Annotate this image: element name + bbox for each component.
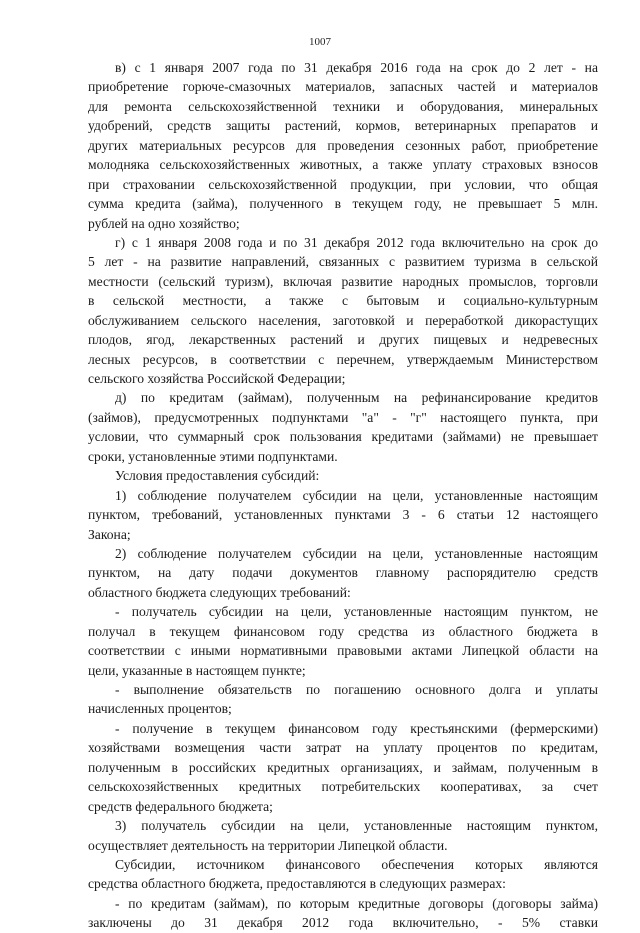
text-line: Закона; bbox=[88, 526, 131, 542]
text-line: 2) соблюдение получателем субсидии на цели, установленные настоящим bbox=[115, 545, 598, 561]
text-line: полученным в российских кредитных организациях, и займам, полученным в bbox=[88, 759, 598, 775]
text-line: заключены до 31 декабря 2012 года включительно, - 5% ставки bbox=[88, 915, 598, 931]
text-line: - получение в текущем финансовом году крестьянскими (фермерскими) bbox=[115, 720, 598, 736]
text-line: рублей на одно хозяйство; bbox=[88, 215, 240, 231]
text-line: 3) получатель субсидии на цели, установленные настоящим пунктом, bbox=[115, 818, 598, 834]
text-line: молодняка сельскохозяйственных животных, а также уплату страховых взносов bbox=[88, 157, 598, 173]
text-line: 5 лет - на развитие направлений, связанных с развитием туризма в сельской bbox=[88, 254, 598, 270]
text-line: сроки, установленные этими подпунктами. bbox=[88, 448, 338, 464]
text-line: при страховании сельскохозяйственной продукции, при условии, что общая bbox=[88, 176, 598, 192]
text-line: обслуживанием сельского населения, заготовкой и переработкой дикорастущих bbox=[88, 312, 598, 328]
text-line: д) по кредитам (займам), полученным на рефинансирование кредитов bbox=[115, 390, 598, 406]
text-line: Условия предоставления субсидий: bbox=[115, 468, 320, 484]
text-line: сельскохозяйственных кредитных потребительских кооперативах, за счет bbox=[88, 779, 598, 795]
text-line: - по кредитам (займам), по которым кредитные договоры (договоры займа) bbox=[115, 895, 598, 911]
text-line: для ремонта сельскохозяйственной техники и оборудования, минеральных bbox=[88, 98, 598, 114]
text-line: хозяйствами возмещения части затрат на уплату процентов по кредитам, bbox=[88, 740, 598, 756]
text-line: начисленных процентов; bbox=[88, 701, 232, 717]
text-line: средства областного бюджета, предоставляются в следующих размерах: bbox=[88, 876, 506, 892]
text-line: - выполнение обязательств по погашению основного долга и уплаты bbox=[115, 682, 598, 697]
text-line: условии, что суммарный срок пользования кредитами (займами) не превышает bbox=[88, 429, 598, 445]
document-body bbox=[88, 58, 598, 933]
text-line: (займов), предусмотренных подпунктами "а" - "г" настоящего пункта, при bbox=[88, 409, 598, 425]
text-line: Субсидии, источником финансового обеспечения которых являются bbox=[115, 856, 598, 872]
text-line: соответствии с иными нормативными правовыми актами Липецкой области на bbox=[88, 643, 598, 659]
text-line: сумма кредита (займа), полученного в текущем году, не превышает 5 млн. bbox=[88, 196, 598, 212]
text-line: пунктом, требований, установленных пунктами 3 - 6 статьи 12 настоящего bbox=[88, 507, 598, 523]
text-line: - получатель субсидии на цели, установленные настоящим пунктом, не bbox=[115, 604, 598, 620]
text-line: цели, указанные в настоящем пункте; bbox=[88, 662, 306, 678]
text-line: получал в текущем финансовом году средства из областного бюджета в bbox=[88, 623, 598, 639]
text-line: 1) соблюдение получателем субсидии на цели, установленные настоящим bbox=[115, 487, 598, 503]
text-line: других материальных ресурсов для проведения сезонных работ, приобретение bbox=[88, 137, 598, 153]
text-line: плодов, ягод, лекарственных растений и других пищевых и недревесных bbox=[88, 332, 598, 348]
page-number: 1007 bbox=[309, 36, 331, 48]
text-line: осуществляет деятельность на территории Липецкой области. bbox=[88, 837, 448, 853]
text-line: пунктом, на дату подачи документов главному распорядителю средств bbox=[88, 565, 598, 581]
text-line: лесных ресурсов, в соответствии с перечнем, утверждаемым Министерством bbox=[88, 351, 598, 367]
text-line: местности (сельский туризм), включая развитие народных промыслов, торговли bbox=[88, 273, 598, 289]
text-line: сельского хозяйства Российской Федерации; bbox=[88, 371, 346, 386]
text-line: удобрений, средств защиты растений, кормов, ветеринарных препаратов и bbox=[88, 118, 598, 134]
text-line: приобретение горюче-смазочных материалов, запасных частей и материалов bbox=[88, 79, 598, 95]
text-line: в сельской местности, а также с бытовым и социально-культурным bbox=[88, 293, 598, 309]
text-line: г) с 1 января 2008 года и по 31 декабря 2012 года включительно на срок до bbox=[115, 234, 598, 250]
text-line: областного бюджета следующих требований: bbox=[88, 584, 351, 600]
text-line: средств федерального бюджета; bbox=[88, 798, 273, 814]
text-line: в) с 1 января 2007 года по 31 декабря 2016 года на срок до 2 лет - на bbox=[115, 60, 598, 75]
